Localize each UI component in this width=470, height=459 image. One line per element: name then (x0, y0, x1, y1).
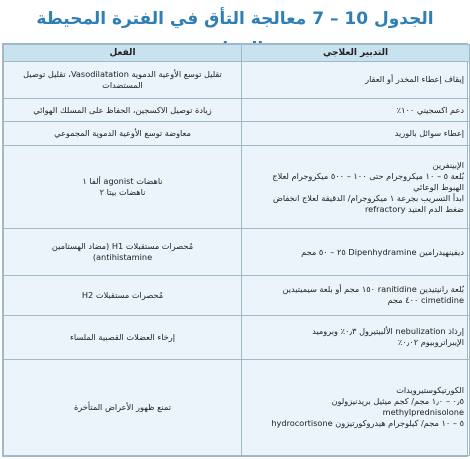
measure-cell (242, 276, 470, 315)
action-cell (4, 145, 242, 229)
measure-line: الإبينفرين (432, 159, 464, 170)
measure-line: ٥ – ١٠ مجم/ كيلوجرام هيدروكورتيزون hydrocortisone (271, 418, 464, 429)
measure-line: إرذاذ nebulization الألبيتيرول ٠٫٣٪ وبروميد (312, 326, 464, 337)
action-line: تمنع ظهور الأعراض المتأخرة (74, 401, 171, 412)
measure-line: cimetidine ٤٠٠ مجم (387, 295, 464, 306)
action-line: إرخاء العضلات القصبية الملساء (69, 331, 176, 342)
measure-line: إيقاف إعطاء المخدر أو العقار (365, 74, 464, 85)
action-line: مُحصرات مستقبلات H2 (81, 289, 164, 300)
action-line: تقليل توسع الأوعية الدموية Vasodilatation، تقليل توصيل (23, 68, 222, 79)
table-row (4, 359, 470, 455)
measure-line: بُلعة رانيتيدين ranitidine ١٥٠ مجم أو بلعة سيميتيدين (282, 284, 464, 295)
action-line: المستضدات (102, 79, 143, 90)
action-cell (4, 276, 242, 315)
action-line: antihistamine) (92, 252, 153, 263)
table-header-row (4, 45, 470, 62)
action-cell (4, 98, 242, 121)
table-row (4, 315, 470, 359)
table-row (4, 145, 470, 229)
measure-line: ٠٫٥ – ١٫٠ مجم/ كجم ميثيل بريدنيزولون (331, 396, 464, 407)
measure-line: ضغط الدم العنيد refractory (365, 203, 464, 214)
measure-line: دعم اكسجيني ١٠٠٪ (396, 104, 464, 115)
measure-line: بُلعة ٥ – ١٠ ميكروجرام حتى ١٠٠ – ٥٠٠ ميكروجرام لعلاج (272, 170, 464, 181)
measure-line: الهبوط الوعائي (413, 181, 464, 192)
measure-cell (242, 145, 470, 229)
header-action: الفعل (4, 45, 242, 62)
action-line: مُحصرات مستقبلات H1 (مضاد الهستامين (51, 241, 194, 252)
table-row (4, 122, 470, 145)
measure-line: ديفينهيدرامين Dipenhydramine ٢٥ – ٥٠ مجم (301, 246, 464, 257)
action-cell (4, 62, 242, 99)
header-measure: التدبير العلاجي (242, 45, 470, 62)
measure-cell (242, 229, 470, 276)
action-line: معاوضة توسع الأوعية الدموية المجموعي (54, 128, 191, 139)
measure-cell (242, 62, 470, 99)
measure-cell (242, 315, 470, 359)
action-line: ناهضات agonist ألفا ١ (82, 176, 163, 187)
action-line: زيادة توصيل الاكسجين، الحفاظ على المسلك الهوائي (33, 104, 212, 115)
measure-cell (242, 122, 470, 145)
measure-line: methylprednisolone (382, 407, 464, 418)
table-title: الجدول 10 – 7 معالجة التأق في الفترة المحيطة (36, 9, 434, 29)
measure-cell (242, 359, 470, 455)
table-row (4, 276, 470, 315)
treatment-table (2, 43, 468, 457)
table-row (4, 62, 470, 99)
action-cell (4, 315, 242, 359)
measure-line: الإيبراتروبيوم ٠٫٠٢٪ (397, 337, 464, 348)
action-cell (4, 122, 242, 145)
measure-line: ابدأ التسريب بجرعة ١ ميكروجرام/ الدقيقة لعلاج انخفاض (273, 192, 464, 203)
action-line: ناهضات بيتا ٢ (99, 187, 146, 198)
table-body (4, 62, 470, 456)
measure-line: إعطاء سوائل بالوريد (394, 128, 464, 139)
table-row (4, 98, 470, 121)
action-cell (4, 229, 242, 276)
measure-cell (242, 98, 470, 121)
measure-line: الكورتيكوستيرويدات (396, 385, 464, 396)
table-row (4, 229, 470, 276)
action-cell (4, 359, 242, 455)
